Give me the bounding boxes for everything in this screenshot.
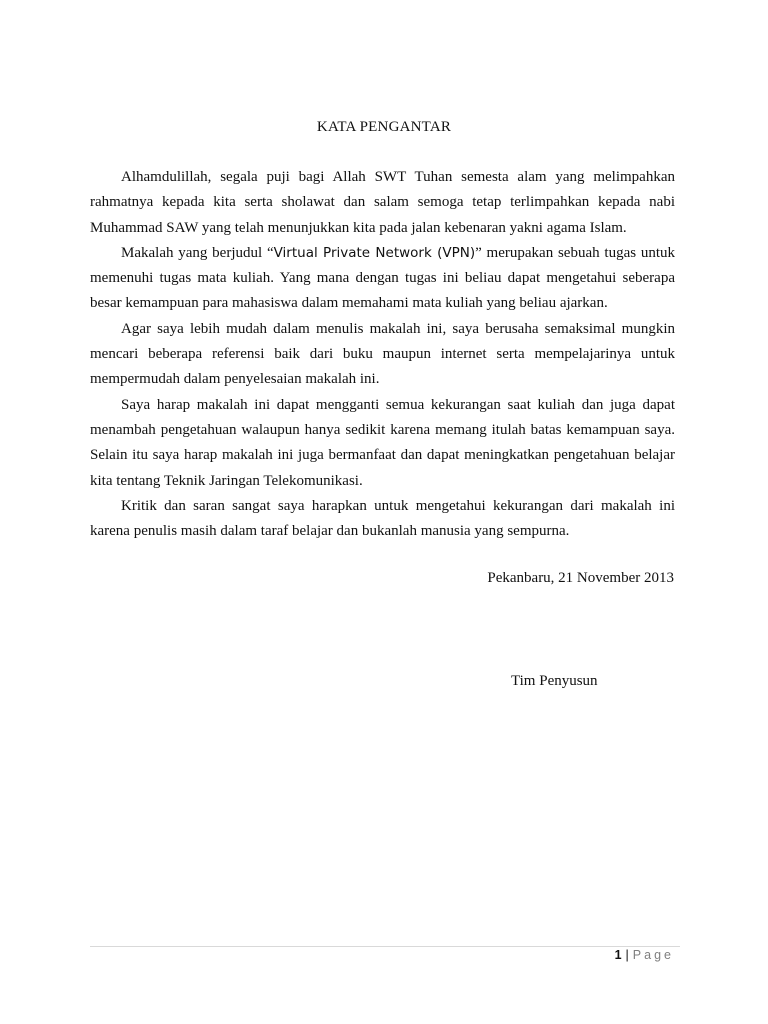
- paragraph-1: Alhamdulillah, segala puji bagi Allah SWT Tuhan semesta alam yang melimpahkan rahmatnya kepada kita serta sholawat dan salam semoga tetap terlimpahkan kepada nabi Muhammad SAW yang telah menunjukkan kita pada jalan kebenaran yakni agama Islam.: [90, 169, 675, 236]
- body-text: [90, 165, 675, 544]
- paragraph-3: Agar saya lebih mudah dalam menulis makalah ini, saya berusaha semaksimal mungkin mencari beberapa referensi baik dari buku maupun internet serta mempelajarinya untuk mempermudah dalam penyelesaian makalah ini.: [90, 320, 675, 388]
- page-number: 1: [614, 948, 622, 962]
- footer-divider: [90, 946, 680, 947]
- paragraph-2-after: ” merupakan sebuah tugas untuk memenuhi tugas mata kuliah. Yang mana dengan tugas ini beliau dapat mengetahui seberapa besar kemampuan para mahasiswa dalam memahami mata kuliah yang beliau ajarkan.: [90, 244, 676, 312]
- page-title: KATA PENGANTAR: [316, 119, 452, 135]
- footer-separator: |: [625, 948, 629, 962]
- paragraph-4: Saya harap makalah ini dapat mengganti semua kekurangan saat kuliah dan juga dapat menambah pengetahuan walaupun hanya sedikit karena memang itulah batas kemampuan saya. Selain itu saya harap makalah ini juga bermanfaat dan dapat meningkatkan pengetahuan belajar kita tentang Teknik Jaringan Telekomunikasi.: [90, 396, 675, 489]
- paragraph-5: Kritik dan saran sangat saya harapkan untuk mengetahui kekurangan dari makalah ini karena penulis masih dalam taraf belajar dan bukanlah manusia yang sempurna.: [90, 497, 675, 540]
- signature: Tim Penyusun: [511, 673, 598, 689]
- paragraph-2-before: Makalah yang berjudul “: [121, 244, 274, 261]
- paragraph-2-title-emphasis: Virtual Private Network (VPN): [273, 244, 476, 261]
- place-date: Pekanbaru, 21 November 2013: [487, 570, 674, 586]
- page-footer: [615, 948, 674, 962]
- page-label: Page: [632, 948, 674, 962]
- paragraph-2: [90, 241, 675, 317]
